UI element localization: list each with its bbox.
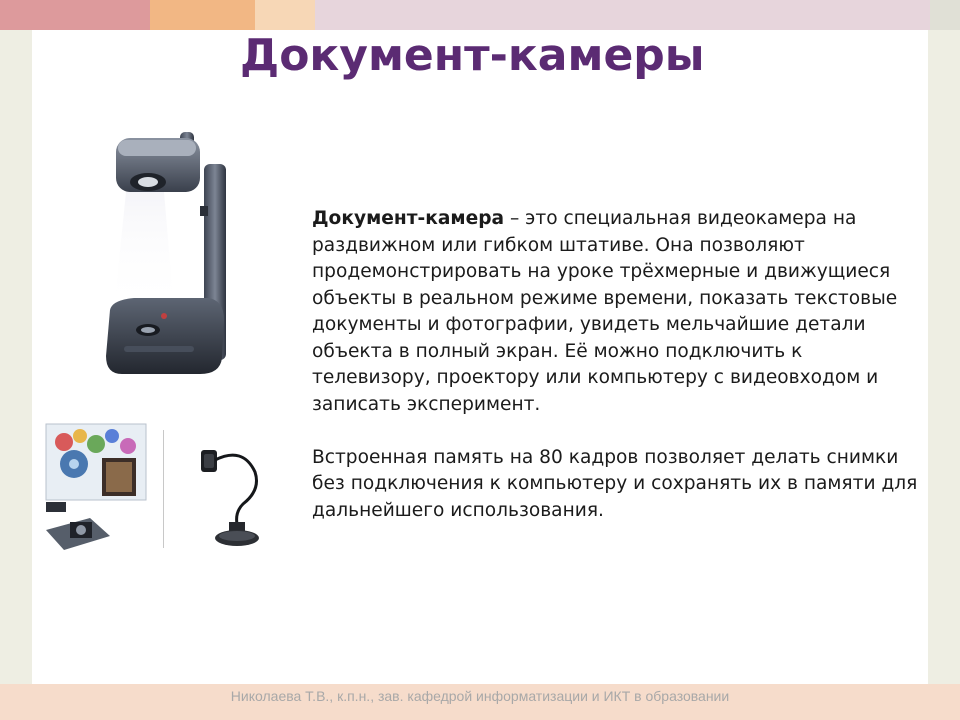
paragraph-memory: Встроенная память на 80 кадров позволяет делать снимки без подключения к компьютеру и сохранять их в памяти для дальнейшего использования. <box>312 446 918 521</box>
paragraph-definition <box>312 206 922 418</box>
slide-title: Документ-камеры <box>240 30 705 81</box>
footer-author: Николаева Т.В., к.п.н., зав. кафедрой информатизации и ИКТ в образовании <box>230 688 730 704</box>
definition-text: – это специальная видеокамера на раздвижном или гибком штативе. Она позволяют продемонстрировать на уроке трёхмерные и движущиеся объекты в реальном режиме времени, показать текстовые документы и фотографии, увидеть мельчайшие детали объекта в полный экран. Её можно подключить к телевизору, проектору или компьютеру с видеовходом и записать эксперимент. <box>312 208 898 415</box>
top-decor-block-grey <box>930 0 960 30</box>
camera-viewing-objects-photo <box>40 418 152 554</box>
left-decor-strip <box>0 30 32 684</box>
flexible-arm-camera-photo <box>195 442 263 550</box>
top-decor-block-pink <box>0 0 150 30</box>
document-camera-photo <box>104 120 232 382</box>
description-text <box>312 206 922 524</box>
right-decor-strip <box>928 30 960 684</box>
term-document-camera: Документ-камера <box>312 208 505 229</box>
top-decor-block-peach <box>255 0 315 30</box>
image-divider <box>163 430 164 548</box>
